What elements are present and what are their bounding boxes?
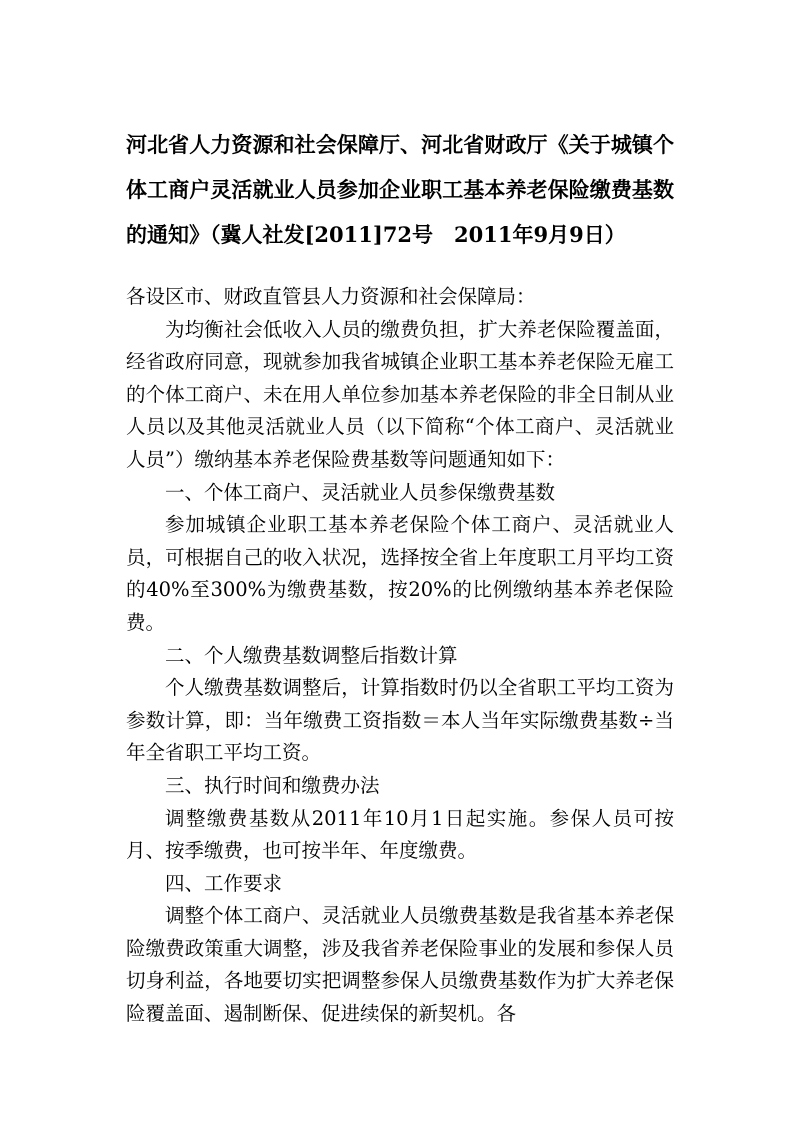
paragraph-contribution-base: 参加城镇企业职工基本养老保险个体工商户、灵活就业人员，可根据自己的收入状况，选择按全省上年度职工月平均工资的40%至300%为缴费基数，按20%的比例缴纳基本养老保险费。 xyxy=(126,513,674,634)
section-heading-2: 二、个人缴费基数调整后指数计算 xyxy=(165,643,458,667)
paragraph-index-calculation: 个人缴费基数调整后，计算指数时仍以全省职工平均工资为参数计算，即：当年缴费工资指数＝本人当年实际缴费基数÷当年全省职工平均工资。 xyxy=(126,676,674,765)
paragraph-effective-date: 调整缴费基数从2011年10月1日起实施。参保人员可按月、按季缴费，也可按半年、年度缴费。 xyxy=(126,806,674,863)
section-heading-1: 一、个体工商户、灵活就业人员参保缴费基数 xyxy=(165,480,556,504)
document-title: 河北省人力资源和社会保障厅、河北省财政厅《关于城镇个体工商户灵活就业人员参加企业职工基本养老保险缴费基数的通知》（冀人社发[2011]72号 2011年9月9日） xyxy=(126,132,674,247)
salutation: 各设区市、财政直管县人力资源和社会保障局： xyxy=(126,285,536,308)
section-heading-3: 三、执行时间和缴费办法 xyxy=(165,773,380,797)
section-heading-4: 四、工作要求 xyxy=(165,871,283,895)
document-body xyxy=(126,281,674,1031)
paragraph-work-requirements: 调整个体工商户、灵活就业人员缴费基数是我省基本养老保险缴费政策重大调整，涉及我省养老保险事业的发展和参保人员切身利益，各地要切实把调整参保人员缴费基数作为扩大养老保险覆盖面、遏制断保、促进续保的新契机。各 xyxy=(126,904,674,1026)
paragraph-intro: 为均衡社会低收入人员的缴费负担，扩大养老保险覆盖面，经省政府同意，现就参加我省城镇企业职工基本养老保险无雇工的个体工商户、未在用人单位参加基本养老保险的非全日制从业人员以及其他灵活就业人员（以下简称“个体工商户、灵活就业人员”）缴纳基本养老保险费基数等问题通知如下： xyxy=(126,317,674,471)
